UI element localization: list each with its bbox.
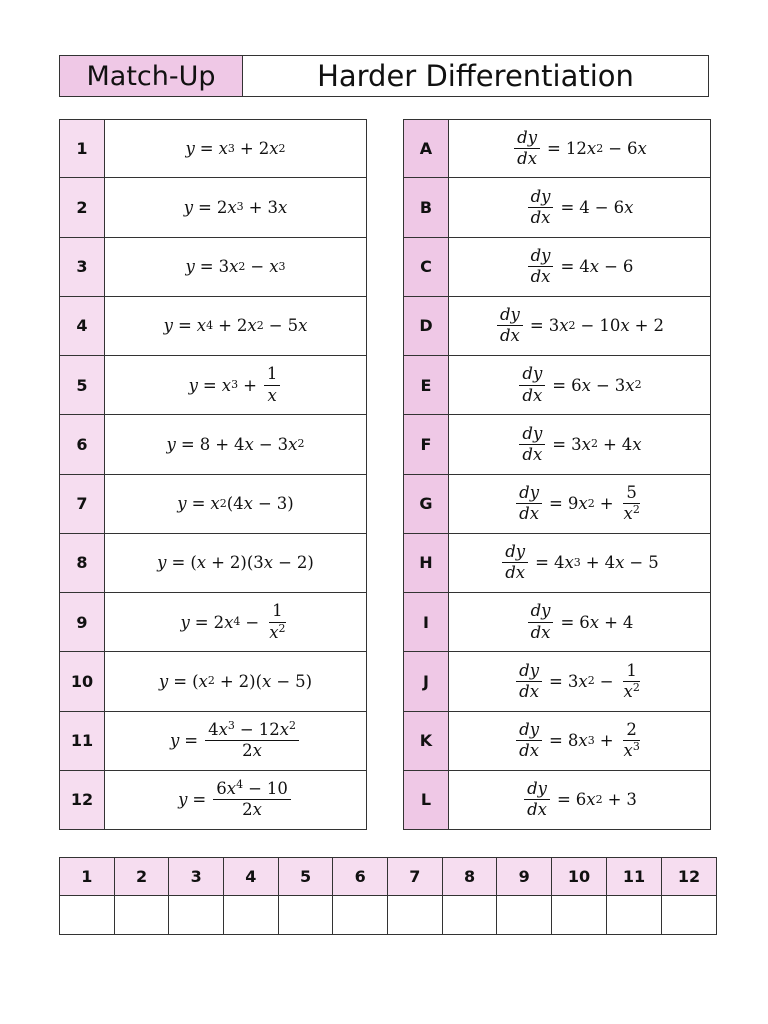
math-expression: y = x 2 (4 x − 3) <box>177 494 294 514</box>
function-row-3 <box>59 238 367 297</box>
math-expression: $\frac{dy}{dx}$ = 3 x 2 − 10 x + 2 <box>495 306 664 345</box>
function-row-6 <box>59 415 367 474</box>
derivative-expression <box>449 711 711 771</box>
derivative-row-d <box>403 297 711 356</box>
function-number: 4 <box>59 296 105 356</box>
derivatives-column <box>403 119 711 830</box>
answer-grid-header: 3 <box>169 858 224 896</box>
derivative-letter: A <box>403 119 449 178</box>
math-expression: y = x 4 + 2 x 2 − 5 x <box>163 316 308 336</box>
function-row-11 <box>59 712 367 771</box>
worksheet-header <box>59 55 709 97</box>
answer-cell[interactable] <box>278 896 333 935</box>
derivative-letter: J <box>403 651 449 711</box>
answer-grid-header-row <box>60 858 717 896</box>
function-expression <box>105 651 367 711</box>
answer-cell[interactable] <box>169 896 224 935</box>
derivative-letter: D <box>403 296 449 356</box>
math-expression: $\frac{dy}{dx}$ = 6 x + 4 <box>526 602 634 641</box>
answer-cell[interactable] <box>497 896 552 935</box>
function-number: 12 <box>59 770 105 830</box>
function-number: 2 <box>59 177 105 237</box>
math-expression: y = x 3 + $\frac{1}{x}$ <box>189 365 283 404</box>
function-row-5 <box>59 356 367 415</box>
derivative-expression <box>449 592 711 652</box>
function-row-7 <box>59 475 367 534</box>
answer-cell[interactable] <box>442 896 497 935</box>
derivative-expression <box>449 651 711 711</box>
derivative-expression <box>449 355 711 415</box>
derivative-expression <box>449 296 711 356</box>
derivative-row-j <box>403 652 711 711</box>
function-number: 9 <box>59 592 105 652</box>
derivative-letter: G <box>403 474 449 534</box>
math-expression: $\frac{dy}{dx}$ = 6 x − 3 x 2 <box>517 365 641 404</box>
answer-grid-header: 6 <box>333 858 388 896</box>
answer-grid-header: 7 <box>388 858 443 896</box>
derivative-letter: K <box>403 711 449 771</box>
answer-cell[interactable] <box>333 896 388 935</box>
function-row-4 <box>59 297 367 356</box>
derivative-expression <box>449 177 711 237</box>
answer-cell[interactable] <box>60 896 115 935</box>
derivative-row-f <box>403 415 711 474</box>
worksheet-title: Harder Differentiation <box>317 59 634 93</box>
derivative-letter: E <box>403 355 449 415</box>
answer-grid-header: 10 <box>552 858 607 896</box>
math-expression: y = ( x + 2)(3 x − 2) <box>157 553 314 573</box>
function-number: 10 <box>59 651 105 711</box>
derivative-expression <box>449 119 711 178</box>
math-expression: y = 8 + 4 x − 3 x 2 <box>166 434 305 454</box>
derivative-letter: H <box>403 533 449 593</box>
function-number: 5 <box>59 355 105 415</box>
math-expression: $\frac{dy}{dx}$ = 3 x 2 − $\frac{1}{x^2}$ <box>514 662 645 701</box>
function-number: 3 <box>59 237 105 297</box>
activity-type-label: Match-Up <box>60 56 243 96</box>
function-expression <box>105 414 367 474</box>
function-number: 1 <box>59 119 105 178</box>
derivative-row-e <box>403 356 711 415</box>
derivative-expression <box>449 237 711 297</box>
function-expression <box>105 533 367 593</box>
function-expression <box>105 296 367 356</box>
answer-grid <box>59 857 717 935</box>
function-expression <box>105 474 367 534</box>
derivative-expression <box>449 770 711 830</box>
derivative-row-b <box>403 178 711 237</box>
function-row-9 <box>59 593 367 652</box>
answer-cell[interactable] <box>661 896 716 935</box>
function-row-12 <box>59 771 367 830</box>
function-expression <box>105 770 367 830</box>
answer-cell[interactable] <box>224 896 279 935</box>
derivative-row-k <box>403 712 711 771</box>
math-expression: $\frac{dy}{dx}$ = 12 x 2 − 6 x <box>512 129 647 168</box>
function-expression <box>105 237 367 297</box>
answer-grid-header: 4 <box>224 858 279 896</box>
answer-grid-answer-row <box>60 896 717 935</box>
function-row-10 <box>59 652 367 711</box>
derivative-expression <box>449 474 711 534</box>
derivative-row-h <box>403 534 711 593</box>
function-number: 7 <box>59 474 105 534</box>
derivative-row-i <box>403 593 711 652</box>
function-expression <box>105 177 367 237</box>
function-number: 8 <box>59 533 105 593</box>
math-expression: $\frac{dy}{dx}$ = 9 x 2 + $\frac{5}{x^2}$ <box>514 484 645 523</box>
answer-grid-header: 2 <box>114 858 169 896</box>
answer-grid-header: 8 <box>442 858 497 896</box>
function-row-8 <box>59 534 367 593</box>
answer-grid-header: 1 <box>60 858 115 896</box>
derivative-expression <box>449 414 711 474</box>
math-expression: $\frac{dy}{dx}$ = 8 x 3 + $\frac{2}{x^3}$ <box>514 721 645 760</box>
math-expression: y = $\frac{6x^4 - 10}{2x}$ <box>178 780 293 819</box>
math-expression: $\frac{dy}{dx}$ = 3 x 2 + 4 x <box>517 425 641 464</box>
math-expression: $\frac{dy}{dx}$ = 4 − 6 x <box>526 188 634 227</box>
math-expression: y = x 3 + 2 x 2 <box>185 139 286 159</box>
derivative-letter: I <box>403 592 449 652</box>
math-expression: $\frac{dy}{dx}$ = 6 x 2 + 3 <box>522 780 637 819</box>
derivative-row-c <box>403 238 711 297</box>
derivative-letter: L <box>403 770 449 830</box>
derivative-letter: F <box>403 414 449 474</box>
function-row-1 <box>59 119 367 178</box>
math-expression: y = 3 x 2 − x 3 <box>185 257 286 277</box>
function-expression <box>105 711 367 771</box>
math-expression: $\frac{dy}{dx}$ = 4 x − 6 <box>526 247 634 286</box>
answer-cell[interactable] <box>607 896 662 935</box>
derivative-row-a <box>403 119 711 178</box>
function-row-2 <box>59 178 367 237</box>
function-expression <box>105 355 367 415</box>
answer-grid-header: 9 <box>497 858 552 896</box>
derivative-expression <box>449 533 711 593</box>
math-expression: y = 2 x 3 + 3 x <box>183 197 288 217</box>
math-expression: $\frac{dy}{dx}$ = 4 x 3 + 4 x − 5 <box>500 543 659 582</box>
function-expression <box>105 119 367 178</box>
math-expression: y = ( x 2 + 2)( x − 5) <box>158 671 313 691</box>
answer-grid-header: 12 <box>661 858 716 896</box>
functions-column <box>59 119 367 830</box>
derivative-letter: B <box>403 177 449 237</box>
answer-cell[interactable] <box>388 896 443 935</box>
answer-cell[interactable] <box>114 896 169 935</box>
math-expression: y = 2 x 4 − $\frac{1}{x^2}$ <box>180 601 286 642</box>
function-number: 11 <box>59 711 105 771</box>
derivative-letter: C <box>403 237 449 297</box>
answer-grid-header: 11 <box>607 858 662 896</box>
derivative-row-g <box>403 475 711 534</box>
answer-cell[interactable] <box>552 896 607 935</box>
answer-grid-header: 5 <box>278 858 333 896</box>
function-number: 6 <box>59 414 105 474</box>
math-expression: y = $\frac{4x^3 - 12x^2}{2x}$ <box>170 721 301 760</box>
derivative-row-l <box>403 771 711 830</box>
function-expression <box>105 592 367 652</box>
